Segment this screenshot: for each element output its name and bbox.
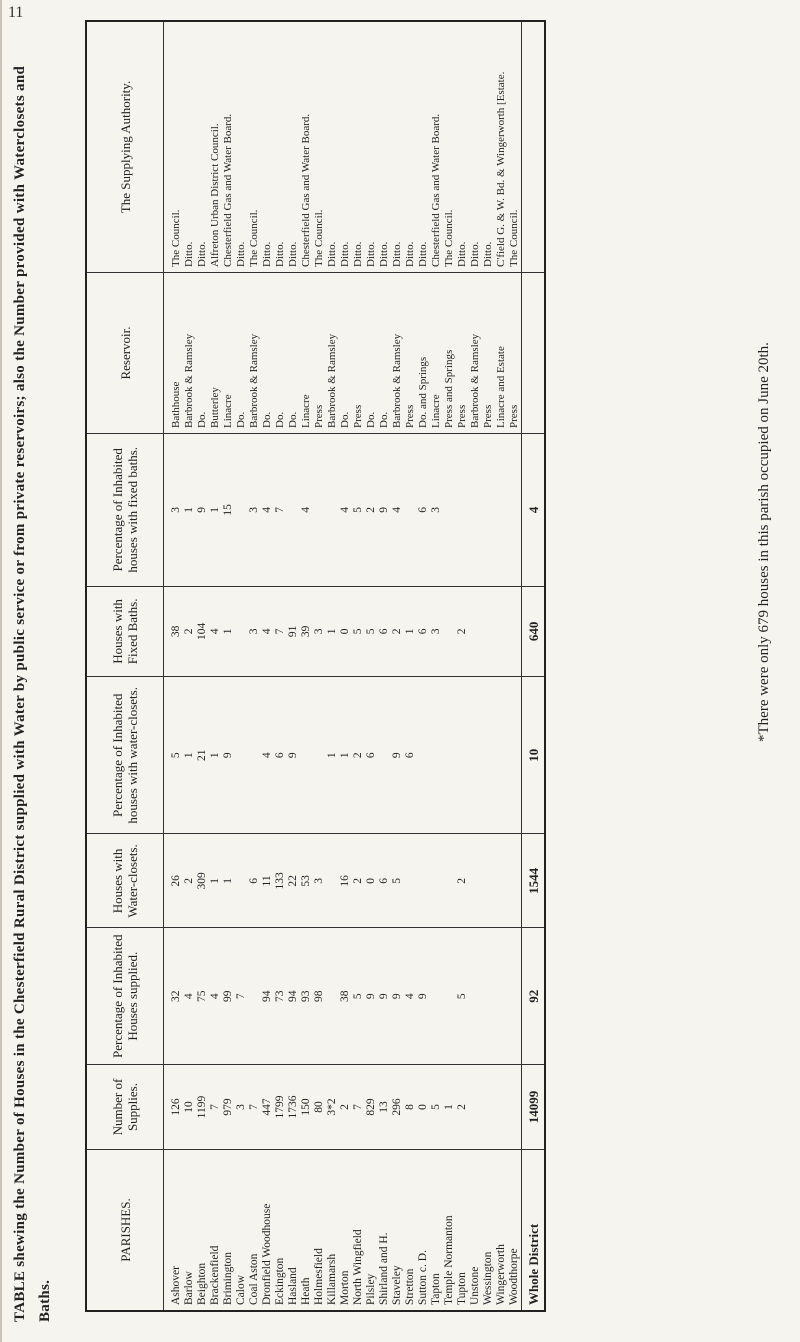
- percentage-water-closets: [430, 677, 443, 834]
- number-of-supplies: 447: [261, 1065, 274, 1150]
- houses-with-water-closets: [508, 834, 522, 928]
- percentage-fixed-baths: [495, 434, 508, 587]
- houses-with-fixed-baths: 1: [404, 586, 417, 677]
- number-of-supplies: 8: [404, 1065, 417, 1150]
- total-water-closets: 1544: [522, 834, 546, 928]
- parish-name: Woodthorpe: [508, 1150, 522, 1312]
- parish-name: Holmesfield: [313, 1150, 326, 1312]
- houses-with-water-closets: [469, 834, 482, 928]
- number-of-supplies: 7: [209, 1065, 222, 1150]
- table-row: [482, 21, 495, 1311]
- percentage-water-closets: 9: [287, 677, 300, 834]
- number-of-supplies: [482, 1065, 495, 1150]
- supplying-authority: Ditto.: [235, 21, 248, 273]
- header-parishes: PARISHES.: [86, 1150, 164, 1312]
- number-of-supplies: 1799: [274, 1065, 287, 1150]
- percentage-water-closets: [443, 677, 456, 834]
- reservoir-name: Barbrook & Ramsley: [326, 273, 339, 434]
- houses-with-fixed-baths: 1: [326, 586, 339, 677]
- percentage-supplied: [482, 928, 495, 1065]
- supplying-authority: Ditto.: [378, 21, 391, 273]
- percentage-supplied: [495, 928, 508, 1065]
- houses-with-water-closets: [495, 834, 508, 928]
- supplying-authority: Ditto.: [196, 21, 209, 273]
- percentage-supplied: [469, 928, 482, 1065]
- percentage-water-closets: [235, 677, 248, 834]
- supplying-authority: Ditto.: [339, 21, 352, 273]
- percentage-water-closets: [456, 677, 469, 834]
- reservoir-name: Press: [313, 273, 326, 434]
- percentage-supplied: 32: [164, 928, 184, 1065]
- percentage-water-closets: 6: [365, 677, 378, 834]
- houses-with-fixed-baths: 104: [196, 586, 209, 677]
- number-of-supplies: [495, 1065, 508, 1150]
- houses-with-fixed-baths: 4: [209, 586, 222, 677]
- parish-name: Sutton c. D.: [417, 1150, 430, 1312]
- percentage-supplied: 9: [417, 928, 430, 1065]
- number-of-supplies: 0: [417, 1065, 430, 1150]
- houses-with-fixed-baths: 0: [339, 586, 352, 677]
- percentage-water-closets: 4: [261, 677, 274, 834]
- supplying-authority: The Council.: [164, 21, 184, 273]
- percentage-fixed-baths: [482, 434, 495, 587]
- reservoir-name: Barbrook & Ramsley: [391, 273, 404, 434]
- footnote: *There were only 679 houses in this parish occupied on June 20th.: [756, 342, 772, 742]
- reservoir-name: Do.: [274, 273, 287, 434]
- houses-with-water-closets: 3: [313, 834, 326, 928]
- table-row: [183, 21, 196, 1311]
- reservoir-name: Do.: [235, 273, 248, 434]
- parish-name: Unstone: [469, 1150, 482, 1312]
- number-of-supplies: 2: [456, 1065, 469, 1150]
- parish-name: Brackenfield: [209, 1150, 222, 1312]
- houses-with-water-closets: 1: [222, 834, 235, 928]
- page-number: 11: [8, 4, 24, 21]
- percentage-fixed-baths: 3: [164, 434, 184, 587]
- houses-with-fixed-baths: 1: [222, 586, 235, 677]
- header-houses-with-fixed-baths: Houses with Fixed Baths.: [86, 586, 164, 677]
- reservoir-name: Barbrook & Ramsley: [248, 273, 261, 434]
- supplying-authority: Ditto.: [456, 21, 469, 273]
- houses-with-fixed-baths: [482, 586, 495, 677]
- houses-with-water-closets: [417, 834, 430, 928]
- reservoir-name: Bathhouse: [164, 273, 184, 434]
- table-row: [469, 21, 482, 1311]
- percentage-fixed-baths: 9: [196, 434, 209, 587]
- parish-name: Eckington: [274, 1150, 287, 1312]
- header-reservoir: Reservoir.: [86, 273, 164, 434]
- percentage-fixed-baths: [443, 434, 456, 587]
- number-of-supplies: [469, 1065, 482, 1150]
- houses-with-fixed-baths: 2: [456, 586, 469, 677]
- parish-name: Wingerworth: [495, 1150, 508, 1312]
- table-header-row: [86, 21, 164, 1311]
- percentage-water-closets: [300, 677, 313, 834]
- table-row: [443, 21, 456, 1311]
- percentage-supplied: 98: [313, 928, 326, 1065]
- number-of-supplies: 13: [378, 1065, 391, 1150]
- table-row: [404, 21, 417, 1311]
- houses-with-water-closets: [326, 834, 339, 928]
- houses-with-water-closets: [404, 834, 417, 928]
- supplying-authority: Ditto.: [326, 21, 339, 273]
- table-row: [222, 21, 235, 1311]
- percentage-supplied: 38: [339, 928, 352, 1065]
- percentage-water-closets: 2: [352, 677, 365, 834]
- percentage-supplied: [443, 928, 456, 1065]
- supplying-authority: The Council.: [443, 21, 456, 273]
- table-title: TABLE shewing the Number of Houses in the Chesterfield Rural District supplied with Water by public service or from private reservoirs; also the Number provided with Waterclosets and Baths.: [12, 65, 53, 1322]
- table-row: [261, 21, 274, 1311]
- percentage-supplied: [248, 928, 261, 1065]
- supplying-authority: Ditto.: [365, 21, 378, 273]
- supplying-authority: Ditto.: [261, 21, 274, 273]
- reservoir-name: Linacre: [430, 273, 443, 434]
- total-reservoir-blank: [522, 273, 546, 434]
- supplying-authority: Ditto.: [352, 21, 365, 273]
- reservoir-name: Do.: [196, 273, 209, 434]
- houses-with-water-closets: 16: [339, 834, 352, 928]
- supplying-authority: C'field G. & W. Bd. & Wingerworth [Estate.: [495, 21, 508, 273]
- supplying-authority: The Council.: [508, 21, 522, 273]
- number-of-supplies: 1736: [287, 1065, 300, 1150]
- total-percentage-water-closets: 10: [522, 677, 546, 834]
- parish-name: Stretton: [404, 1150, 417, 1312]
- parish-name: Shirland and H.: [378, 1150, 391, 1312]
- reservoir-name: Butterley: [209, 273, 222, 434]
- percentage-fixed-baths: 4: [391, 434, 404, 587]
- total-supplies: 14099: [522, 1065, 546, 1150]
- parish-name: Hasland: [287, 1150, 300, 1312]
- parish-name: Beighton: [196, 1150, 209, 1312]
- reservoir-name: Press: [482, 273, 495, 434]
- percentage-water-closets: 6: [274, 677, 287, 834]
- reservoir-name: Press: [508, 273, 522, 434]
- number-of-supplies: 126: [164, 1065, 184, 1150]
- percentage-water-closets: 5: [164, 677, 184, 834]
- table-row: [339, 21, 352, 1311]
- number-of-supplies: 1199: [196, 1065, 209, 1150]
- percentage-fixed-baths: [456, 434, 469, 587]
- houses-with-fixed-baths: [495, 586, 508, 677]
- table-row: [430, 21, 443, 1311]
- parish-name: Barlow: [183, 1150, 196, 1312]
- houses-with-fixed-baths: 39: [300, 586, 313, 677]
- parish-name: Dronfield Woodhouse: [261, 1150, 274, 1312]
- parish-name: Heath: [300, 1150, 313, 1312]
- reservoir-name: Press: [456, 273, 469, 434]
- houses-with-water-closets: 309: [196, 834, 209, 928]
- reservoir-name: Barbrook & Ramsley: [469, 273, 482, 434]
- header-supplying-authority: The Supplying Authority.: [86, 21, 164, 273]
- percentage-water-closets: [313, 677, 326, 834]
- reservoir-name: Linacre: [222, 273, 235, 434]
- houses-with-water-closets: 2: [456, 834, 469, 928]
- reservoir-name: Barbrook & Ramsley: [183, 273, 196, 434]
- reservoir-name: Press: [404, 273, 417, 434]
- percentage-fixed-baths: 2: [365, 434, 378, 587]
- supplying-authority: Chesterfield Gas and Water Board.: [300, 21, 313, 273]
- houses-with-water-closets: 1: [209, 834, 222, 928]
- percentage-supplied: 4: [209, 928, 222, 1065]
- table-body: [164, 21, 546, 1311]
- table-row: [300, 21, 313, 1311]
- percentage-fixed-baths: [469, 434, 482, 587]
- percentage-supplied: 5: [352, 928, 365, 1065]
- percentage-water-closets: [482, 677, 495, 834]
- parish-name: Coal Aston: [248, 1150, 261, 1312]
- parish-name: Wessington: [482, 1150, 495, 1312]
- percentage-water-closets: 9: [222, 677, 235, 834]
- percentage-fixed-baths: 5: [352, 434, 365, 587]
- total-authority-blank: [522, 21, 546, 273]
- percentage-water-closets: [417, 677, 430, 834]
- houses-water-supply-table: [85, 20, 546, 1312]
- percentage-supplied: 94: [261, 928, 274, 1065]
- percentage-fixed-baths: [508, 434, 522, 587]
- percentage-fixed-baths: [287, 434, 300, 587]
- reservoir-name: Linacre and Estate: [495, 273, 508, 434]
- percentage-fixed-baths: 4: [300, 434, 313, 587]
- supplying-authority: The Council.: [248, 21, 261, 273]
- houses-with-water-closets: [482, 834, 495, 928]
- houses-with-fixed-baths: 2: [391, 586, 404, 677]
- header-percentage-fixed-baths: Percentage of Inhabited houses with fixed baths.: [86, 434, 164, 587]
- houses-with-water-closets: 26: [164, 834, 184, 928]
- table-row: [196, 21, 209, 1311]
- total-percentage-supplied: 92: [522, 928, 546, 1065]
- table-row: [391, 21, 404, 1311]
- supplying-authority: Chesterfield Gas and Water Board.: [430, 21, 443, 273]
- total-percentage-fixed-baths: 4: [522, 434, 546, 587]
- percentage-supplied: 7: [235, 928, 248, 1065]
- supplying-authority: Ditto.: [417, 21, 430, 273]
- houses-with-fixed-baths: 3: [313, 586, 326, 677]
- percentage-fixed-baths: 3: [248, 434, 261, 587]
- reservoir-name: Do.: [339, 273, 352, 434]
- percentage-water-closets: [378, 677, 391, 834]
- parish-name: Killamarsh: [326, 1150, 339, 1312]
- number-of-supplies: 80: [313, 1065, 326, 1150]
- total-label: Whole District: [522, 1150, 546, 1312]
- percentage-fixed-baths: 15: [222, 434, 235, 587]
- houses-with-fixed-baths: 3: [430, 586, 443, 677]
- reservoir-name: Do.: [287, 273, 300, 434]
- percentage-supplied: 93: [300, 928, 313, 1065]
- percentage-supplied: 4: [404, 928, 417, 1065]
- percentage-water-closets: [469, 677, 482, 834]
- percentage-supplied: 75: [196, 928, 209, 1065]
- table-row: [456, 21, 469, 1311]
- percentage-supplied: [326, 928, 339, 1065]
- reservoir-name: Do.: [261, 273, 274, 434]
- houses-with-water-closets: 0: [365, 834, 378, 928]
- reservoir-name: Do.: [378, 273, 391, 434]
- number-of-supplies: 3*2: [326, 1065, 339, 1150]
- houses-with-water-closets: 2: [352, 834, 365, 928]
- table-row: [495, 21, 508, 1311]
- houses-with-water-closets: 2: [183, 834, 196, 928]
- header-number-of-supplies: Number of Supplies.: [86, 1065, 164, 1150]
- supplying-authority: Ditto.: [183, 21, 196, 273]
- houses-with-fixed-baths: 5: [365, 586, 378, 677]
- percentage-supplied: 94: [287, 928, 300, 1065]
- percentage-supplied: 4: [183, 928, 196, 1065]
- parish-name: Temple Normanton: [443, 1150, 456, 1312]
- total-row: [522, 21, 546, 1311]
- percentage-fixed-baths: [313, 434, 326, 587]
- percentage-supplied: 99: [222, 928, 235, 1065]
- number-of-supplies: 2: [339, 1065, 352, 1150]
- number-of-supplies: 979: [222, 1065, 235, 1150]
- parish-name: Calow: [235, 1150, 248, 1312]
- percentage-supplied: 5: [456, 928, 469, 1065]
- table-row: [378, 21, 391, 1311]
- percentage-water-closets: 1: [326, 677, 339, 834]
- houses-with-water-closets: 22: [287, 834, 300, 928]
- table-row: [287, 21, 300, 1311]
- supplying-authority: Ditto.: [469, 21, 482, 273]
- number-of-supplies: 296: [391, 1065, 404, 1150]
- percentage-fixed-baths: 7: [274, 434, 287, 587]
- reservoir-name: Press: [352, 273, 365, 434]
- percentage-water-closets: 6: [404, 677, 417, 834]
- houses-with-fixed-baths: 2: [183, 586, 196, 677]
- percentage-fixed-baths: 1: [183, 434, 196, 587]
- percentage-water-closets: 9: [391, 677, 404, 834]
- number-of-supplies: 3: [235, 1065, 248, 1150]
- supplying-authority: Chesterfield Gas and Water Board.: [222, 21, 235, 273]
- houses-with-fixed-baths: [508, 586, 522, 677]
- parish-name: Staveley: [391, 1150, 404, 1312]
- supplying-authority: Ditto.: [287, 21, 300, 273]
- percentage-water-closets: [495, 677, 508, 834]
- percentage-supplied: 9: [391, 928, 404, 1065]
- percentage-supplied: 9: [378, 928, 391, 1065]
- table-row: [313, 21, 326, 1311]
- houses-with-fixed-baths: 7: [274, 586, 287, 677]
- houses-with-water-closets: 133: [274, 834, 287, 928]
- percentage-fixed-baths: [404, 434, 417, 587]
- percentage-fixed-baths: 1: [209, 434, 222, 587]
- houses-with-fixed-baths: 6: [417, 586, 430, 677]
- percentage-water-closets: [248, 677, 261, 834]
- table-row: [235, 21, 248, 1311]
- percentage-supplied: 9: [365, 928, 378, 1065]
- parish-name: Pilsley: [365, 1150, 378, 1312]
- percentage-fixed-baths: 9: [378, 434, 391, 587]
- houses-with-fixed-baths: 4: [261, 586, 274, 677]
- percentage-fixed-baths: [235, 434, 248, 587]
- houses-with-water-closets: 11: [261, 834, 274, 928]
- table-row: [164, 21, 184, 1311]
- houses-with-fixed-baths: 6: [378, 586, 391, 677]
- parish-name: Tapton: [430, 1150, 443, 1312]
- percentage-supplied: [508, 928, 522, 1065]
- percentage-fixed-baths: 6: [417, 434, 430, 587]
- table-row: [209, 21, 222, 1311]
- parish-name: Brimington: [222, 1150, 235, 1312]
- number-of-supplies: [508, 1065, 522, 1150]
- table-row: [365, 21, 378, 1311]
- percentage-supplied: [430, 928, 443, 1065]
- houses-with-water-closets: [443, 834, 456, 928]
- supplying-authority: Ditto.: [274, 21, 287, 273]
- percentage-water-closets: 21: [196, 677, 209, 834]
- percentage-fixed-baths: 3: [430, 434, 443, 587]
- table-row: [274, 21, 287, 1311]
- percentage-water-closets: [508, 677, 522, 834]
- houses-with-water-closets: [235, 834, 248, 928]
- number-of-supplies: 7: [352, 1065, 365, 1150]
- supplying-authority: The Council.: [313, 21, 326, 273]
- percentage-water-closets: 1: [183, 677, 196, 834]
- number-of-supplies: 10: [183, 1065, 196, 1150]
- houses-with-fixed-baths: 91: [287, 586, 300, 677]
- parish-name: Morton: [339, 1150, 352, 1312]
- header-houses-with-water-closets: Houses with Water-closets.: [86, 834, 164, 928]
- table-row: [508, 21, 522, 1311]
- supplying-authority: Ditto.: [482, 21, 495, 273]
- number-of-supplies: 5: [430, 1065, 443, 1150]
- supplying-authority: Ditto.: [404, 21, 417, 273]
- houses-with-fixed-baths: 38: [164, 586, 184, 677]
- percentage-fixed-baths: [326, 434, 339, 587]
- parish-name: North Wingfield: [352, 1150, 365, 1312]
- houses-with-fixed-baths: [235, 586, 248, 677]
- houses-with-fixed-baths: [469, 586, 482, 677]
- number-of-supplies: 7: [248, 1065, 261, 1150]
- houses-with-fixed-baths: [443, 586, 456, 677]
- houses-with-water-closets: 53: [300, 834, 313, 928]
- number-of-supplies: 150: [300, 1065, 313, 1150]
- reservoir-name: Do.: [365, 273, 378, 434]
- houses-with-water-closets: [430, 834, 443, 928]
- header-percentage-supplied: Percentage of Inhabited Houses supplied.: [86, 928, 164, 1065]
- percentage-fixed-baths: 4: [339, 434, 352, 587]
- table-row: [352, 21, 365, 1311]
- percentage-supplied: 73: [274, 928, 287, 1065]
- houses-with-fixed-baths: 3: [248, 586, 261, 677]
- reservoir-name: Linacre: [300, 273, 313, 434]
- supplying-authority: Alfreton Urban District Council.: [209, 21, 222, 273]
- total-fixed-baths: 640: [522, 586, 546, 677]
- reservoir-name: Do. and Springs: [417, 273, 430, 434]
- supplying-authority: Ditto.: [391, 21, 404, 273]
- number-of-supplies: 829: [365, 1065, 378, 1150]
- reservoir-name: Press and Springs: [443, 273, 456, 434]
- table-row: [417, 21, 430, 1311]
- houses-with-water-closets: 6: [248, 834, 261, 928]
- houses-with-water-closets: 6: [378, 834, 391, 928]
- table-row: [326, 21, 339, 1311]
- percentage-fixed-baths: 4: [261, 434, 274, 587]
- table-row: [248, 21, 261, 1311]
- number-of-supplies: 1: [443, 1065, 456, 1150]
- parish-name: Ashover: [164, 1150, 184, 1312]
- houses-with-fixed-baths: 5: [352, 586, 365, 677]
- percentage-water-closets: 1: [339, 677, 352, 834]
- parish-name: Tupton: [456, 1150, 469, 1312]
- houses-with-water-closets: 5: [391, 834, 404, 928]
- percentage-water-closets: 1: [209, 677, 222, 834]
- header-percentage-water-closets: Percentage of Inhabited houses with water-closets.: [86, 677, 164, 834]
